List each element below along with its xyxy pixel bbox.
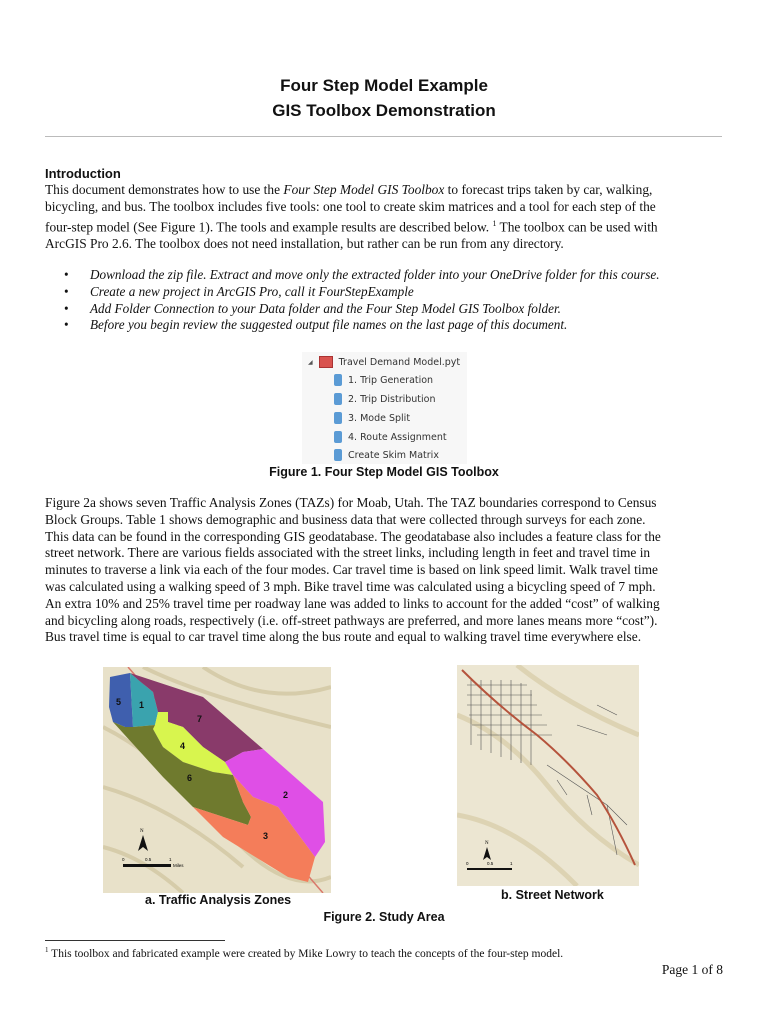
text: minutes to traverse a link via each of the four modes. Car travel time is based on link speed limit. Walk travel time	[45, 562, 658, 578]
figure-2a-caption: a. Traffic Analysis Zones	[145, 893, 292, 907]
scale-bar	[123, 864, 171, 867]
script-tool-icon	[334, 431, 342, 443]
tool-item: 2. Trip Distribution	[348, 393, 436, 405]
text: to forecast trips taken by car, walking,	[444, 182, 653, 197]
north-label: N	[485, 841, 489, 846]
toolbox-icon	[319, 356, 333, 368]
study-area-paragraph	[45, 495, 725, 646]
collapse-triangle-icon: ◢	[308, 358, 313, 366]
footnote	[45, 946, 563, 960]
list-item: • Download the zip file. Extract and move only the extracted folder into your OneDrive folder for this course.	[45, 267, 660, 284]
zone-label: 1	[139, 700, 145, 710]
scale-label: 1	[510, 861, 513, 866]
text: and bicycling along roads, respectively (i.e. off-street pathways are preferred, and more lanes means more “cost”).	[45, 612, 658, 628]
scale-bar	[467, 868, 512, 870]
footnote-ref[interactable]: 1	[492, 218, 497, 228]
scale-label: 0.5	[487, 861, 494, 866]
intro-paragraph	[45, 182, 725, 253]
tool-item: 3. Mode Split	[348, 412, 411, 424]
text: ArcGIS Pro 2.6. The toolbox does not need installation, but rather can be run from any directory.	[45, 235, 564, 251]
zone-label: 3	[263, 831, 269, 841]
text: Figure 2a shows seven Traffic Analysis Zones (TAZs) for Moab, Utah. The TAZ boundaries correspond to Census	[45, 495, 657, 510]
list-item: • Before you begin review the suggested output file names on the last page of this document.	[45, 317, 660, 334]
text: Block Groups. Table 1 shows demographic and business data that were collected through surveys for each zone.	[45, 511, 646, 527]
figure-2b-caption: b. Street Network	[501, 888, 604, 902]
text: was calculated using a walking speed of 3 mph. Bike travel time was calculated using a bicycling speed of 7 mph.	[45, 578, 656, 594]
title-divider	[45, 136, 722, 137]
instruction-list	[45, 267, 660, 334]
footnote-divider	[45, 940, 225, 941]
toolbox-figure	[302, 352, 467, 464]
list-item: • Create a new project in ArcGIS Pro, call it FourStepExample	[45, 284, 660, 301]
intro-heading: Introduction	[45, 166, 121, 181]
scale-label: 0	[122, 857, 125, 862]
footnote-mark: 1	[45, 946, 49, 954]
tool-item: Create Skim Matrix	[348, 449, 439, 461]
list-item: • Add Folder Connection to your Data folder and the Four Step Model GIS Toolbox folder.	[45, 301, 660, 318]
text: This data can be found in the corresponding GIS geodatabase. The geodatabase also includes a feature class for the	[45, 528, 661, 544]
script-tool-icon	[334, 449, 342, 461]
page-number: Page 1 of 8	[661, 962, 723, 977]
north-label: N	[140, 829, 144, 834]
title-line-1: Four Step Model Example	[280, 76, 488, 95]
text: four-step model (See Figure 1). The tools and example results are described below.	[45, 219, 493, 235]
zone-label: 2	[283, 790, 289, 800]
script-tool-icon	[334, 374, 342, 386]
street-network-map	[457, 665, 639, 886]
scale-label: 1	[169, 857, 172, 862]
figure-1-caption: Figure 1. Four Step Model GIS Toolbox	[269, 465, 499, 479]
tool-item: 4. Route Assignment	[348, 431, 447, 443]
text: Bus travel time is equal to car travel time along the bus route and equal to walking travel time everywhere else.	[45, 629, 642, 645]
title-line-2: GIS Toolbox Demonstration	[272, 101, 496, 120]
script-tool-icon	[334, 393, 342, 405]
zone-label: 4	[180, 741, 186, 751]
zone-label: 5	[116, 697, 122, 707]
text: bicycling, and bus. The toolbox includes five tools: one tool to create skim matrices and a tool for each step of the	[45, 198, 656, 214]
toolbox-root: Travel Demand Model.pyt	[338, 356, 461, 368]
footnote-text: This toolbox and fabricated example were created by Mike Lowry to teach the concepts of the four-step model.	[48, 947, 564, 960]
script-tool-icon	[334, 412, 342, 424]
zone-label: 7	[197, 714, 203, 724]
text: This document demonstrates how to use the	[45, 182, 284, 197]
scale-label: Miles	[173, 863, 184, 868]
taz-map	[103, 667, 331, 893]
text: street network. There are various fields associated with the street links, including length in feet and travel time in	[45, 545, 651, 561]
tool-item: 1. Trip Generation	[348, 374, 434, 386]
toolbox-name: Four Step Model GIS Toolbox	[283, 182, 445, 197]
scale-label: 0	[466, 861, 469, 866]
text: The toolbox can be used with	[496, 219, 658, 235]
scale-label: 0.5	[145, 857, 152, 862]
figure-2-caption: Figure 2. Study Area	[323, 910, 445, 924]
zone-label: 6	[187, 773, 193, 783]
text: An extra 10% and 25% travel time per roadway lane was added to links to account for the added “cost” of walking	[45, 595, 660, 611]
